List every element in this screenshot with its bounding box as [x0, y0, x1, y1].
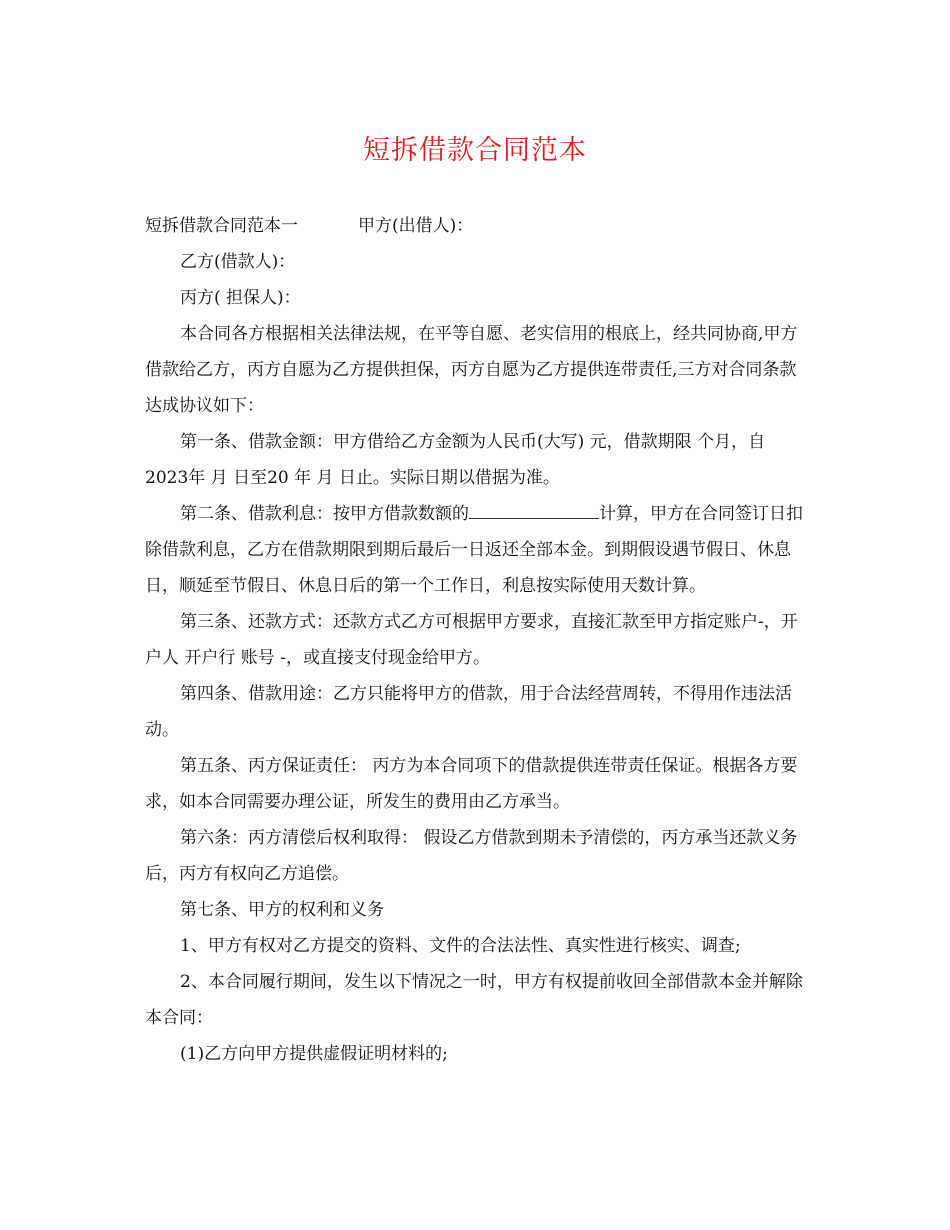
- item-2: 2、本合同履行期间，发生以下情况之一时，甲方有权提前收回全部借款本金并解除本合同：: [145, 972, 803, 1028]
- article-7: 第七条、甲方的权利和义务: [180, 900, 384, 920]
- item-1: 1、甲方有权对乙方提交的资料、文件的合法法性、真实性进行核实、调查;: [180, 936, 741, 956]
- heading-line: [145, 208, 805, 244]
- article-2-before: 第二条、借款利息：按甲方借款数额的: [180, 504, 469, 524]
- party-c: 丙方( 担保人)：: [180, 288, 301, 308]
- article-2: [145, 496, 805, 604]
- article-5: 第五条、丙方保证责任： 丙方为本合同项下的借款提供连带责任保证。根据各方要求，如本合同需要办理公证，所发生的费用由乙方承当。: [145, 756, 798, 812]
- article-4: 第四条、借款用途：乙方只能将甲方的借款，用于合法经营周转，不得用作违法活动。: [145, 684, 792, 740]
- article-2-after: 计算，甲方在合同签订日扣除借款利息，乙方在借款期限到期后最后一日返还全部本金。到期假设遇节假日、休息日，顺延至节假日、休息日后的第一个工作日，利息按实际使用天数计算。: [145, 504, 803, 596]
- article-1: 第一条、借款金额：甲方借给乙方金额为人民币(大写) 元，借款期限 个月，自2023年 月 日至20 年 月 日止。实际日期以借据为准。: [145, 432, 766, 488]
- party-a: 甲方(出借人)：: [358, 216, 474, 236]
- heading-left: 短拆借款合同范本一: [145, 216, 298, 236]
- sub-item-1: (1)乙方向甲方提供虚假证明材料的;: [180, 1044, 448, 1064]
- blank-line: [469, 502, 599, 519]
- article-6: 第六条：丙方清偿后权利取得： 假设乙方借款到期未予清偿的，丙方承当还款义务后，丙方有权向乙方追偿。: [145, 828, 798, 884]
- document-title: 短拆借款合同范本: [363, 135, 587, 166]
- intro-paragraph: 本合同各方根据相关法律法规，在平等自愿、老实信用的根底上，经共同协商,甲方借款给乙方，丙方自愿为乙方提供担保，丙方自愿为乙方提供连带责任,三方对合同条款达成协议如下：: [145, 324, 798, 416]
- document-body: [145, 208, 805, 1072]
- party-b: 乙方(借款人)：: [180, 252, 296, 272]
- article-3: 第三条、还款方式：还款方式乙方可根据甲方要求，直接汇款至甲方指定账户-，开户人 开户行 账号 -，或直接支付现金给甲方。: [145, 612, 798, 668]
